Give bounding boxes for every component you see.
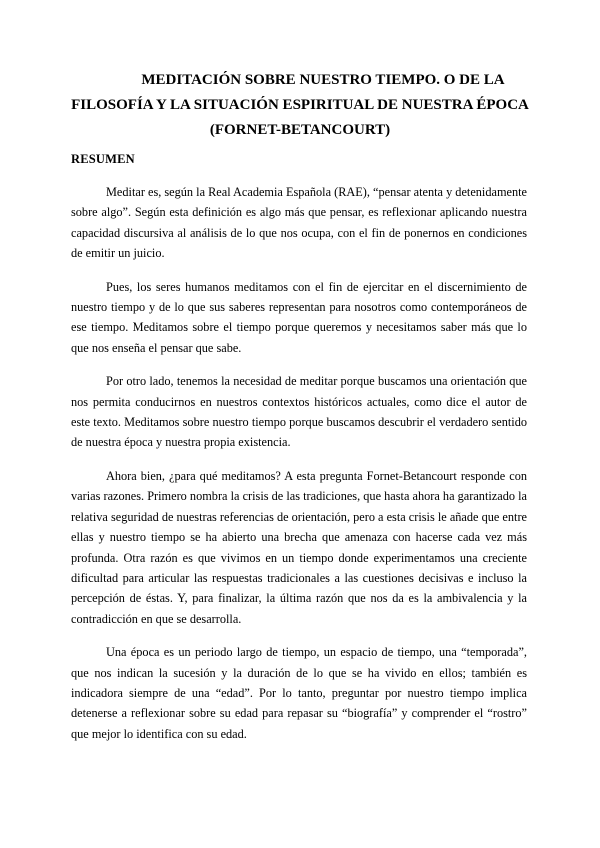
document-title	[60, 68, 540, 143]
paragraph: Meditar es, según la Real Academia Española (RAE), “pensar atenta y detenidamente sobre algo”. Según esta definición es algo más que pensar, es reflexionar aplicando nuestra capacidad discursiva al análisis de lo que nos ocupa, con el fin de ponernos en condiciones de emitir un juicio.	[71, 185, 528, 261]
title-line: (FORNET-BETANCOURT)	[209, 122, 391, 138]
title-line: FILOSOFÍA Y LA SITUACIÓN ESPIRITUAL DE NUESTRA ÉPOCA	[71, 97, 529, 113]
paragraph: Por otro lado, tenemos la necesidad de meditar porque buscamos una orientación que nos permita conducirnos en nuestros contextos históricos actuales, como dice el autor de este texto. Meditamos sobre nuestro tiempo porque buscamos descubrir el verdadero sentido de nuestra época y nuestra propia existencia.	[71, 374, 527, 450]
section-heading: RESUMEN	[71, 152, 135, 166]
paragraph: Una época es un periodo largo de tiempo, un espacio de tiempo, una “temporada”, que nos indican la sucesión y la duración de lo que se ha vivido en ellos; también es indicadora siempre de una “edad”. Por lo tanto, preguntar por nuestro tiempo implica detenerse a reflexionar sobre su edad para repasar su “biografía” y comprender el “rostro” que mejor lo identifica con su edad.	[71, 645, 527, 741]
paragraph: Pues, los seres humanos meditamos con el fin de ejercitar en el discernimiento de nuestro tiempo y de lo que sus saberes representan para nosotros como contemporáneos de ese tiempo. Meditamos sobre el tiempo porque queremos y necesitamos saber más que lo que nos enseña el pensar que sabe.	[71, 279, 527, 355]
paragraph: Ahora bien, ¿para qué meditamos? A esta pregunta Fornet-Betancourt responde con varias razones. Primero nombra la crisis de las tradiciones, que hasta ahora ha garantizado la relativa seguridad de nuestras referencias de orientación, pero a esta crisis le añade que entre ellas y nuestro tiempo se ha abierto una brecha que amenaza con hacerse cada vez más profunda. Otra razón es que vivimos en un tiempo donde experimentamos una creciente dificultad para articular las respuestas tradicionales a las cuestiones decisivas e incluso la percepción de éstas. Y, para finalizar, la última razón que nos da es la ambivalencia y la contradicción en que se desarrolla.	[71, 468, 527, 626]
title-line: MEDITACIÓN SOBRE NUESTRO TIEMPO. O DE LA	[141, 72, 505, 88]
document-body	[71, 182, 527, 757]
